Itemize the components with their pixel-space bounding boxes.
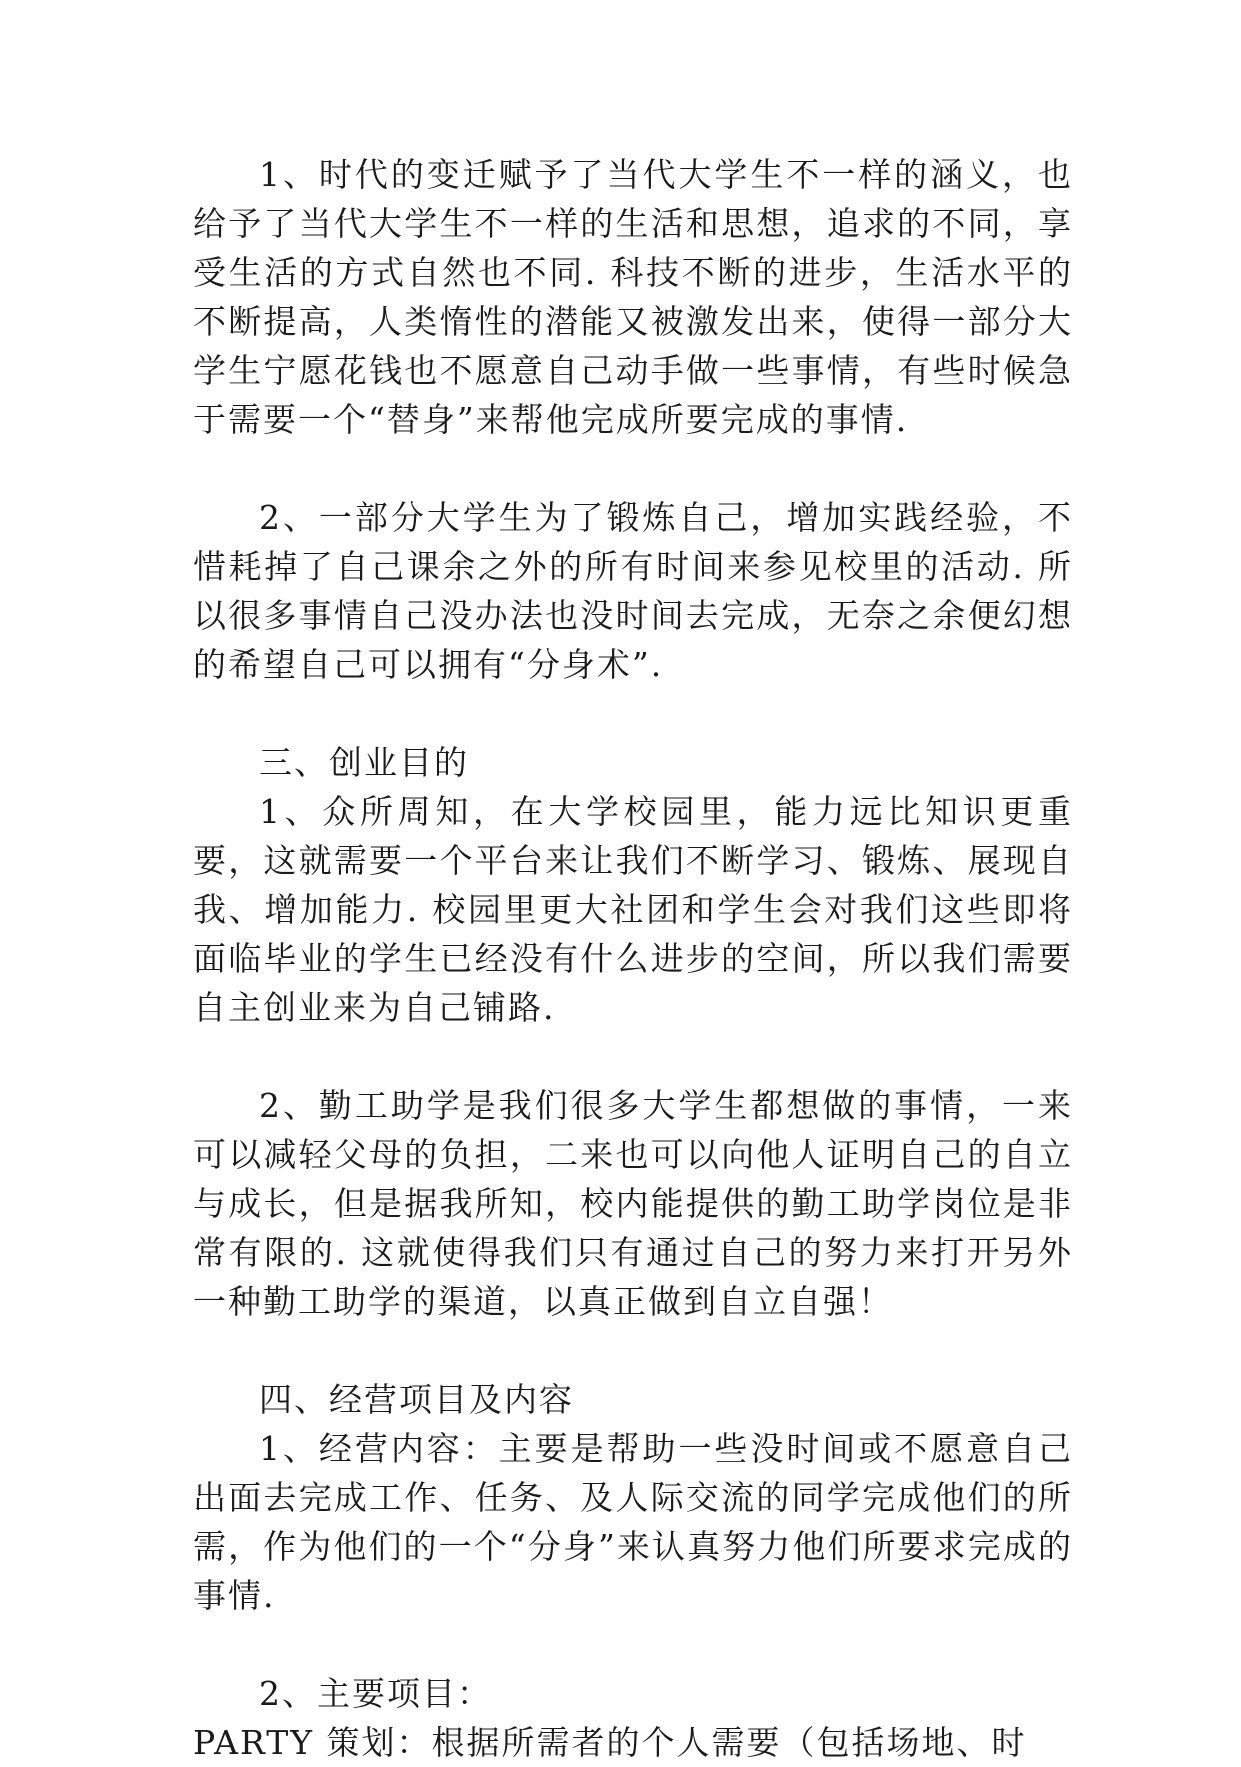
paragraph-work-study: 2、勤工助学是我们很多大学生都想做的事情，一来可以减轻父母的负担，二来也可以向他人证明自己的自立与成长，但是据我所知，校内能提供的勤工助学岗位是非常有限的. 这就使得我们只有通过自己的努力来打开另外一种勤工助学的渠道，以真正做到自立自强！ bbox=[193, 1086, 1073, 1321]
section-heading-business-items: 四、经营项目及内容 bbox=[259, 1380, 574, 1419]
document-body bbox=[193, 150, 1073, 1767]
paragraph-ability-platform: 1、众所周知，在大学校园里，能力远比知识更重要，这就需要一个平台来让我们不断学习、锻炼、展现自我、增加能力. 校园里更大社团和学生会对我们这些即将面临毕业的学生已经没有什么进步的空间，所以我们需要自主创业来为自己铺路. bbox=[193, 792, 1073, 1027]
paragraph-time-shortage: 2、一部分大学生为了锻炼自己，增加实践经验，不惜耗掉了自己课余之外的所有时间来参见校里的活动. 所以很多事情自己没办法也没时间去完成，无奈之余便幻想的希望自己可以拥有“分身术”. bbox=[193, 498, 1073, 684]
section-heading-startup-purpose: 三、创业目的 bbox=[259, 743, 469, 782]
paragraph-era-change: 1、时代的变迁赋予了当代大学生不一样的涵义，也给予了当代大学生不一样的生活和思想，追求的不同，享受生活的方式自然也不同. 科技不断的进步，生活水平的不断提高，人类惰性的潜能又被激发出来，使得一部分大学生宁愿花钱也不愿意自己动手做一些事情，有些时候急于需要一个“替身”来帮他完成所要完成的事情. bbox=[193, 155, 1073, 439]
paragraph-business-content: 1、经营内容：主要是帮助一些没时间或不愿意自己出面去完成工作、任务、及人际交流的同学完成他们的所需，作为他们的一个“分身”来认真努力他们所要求完成的事情. bbox=[193, 1429, 1073, 1615]
subheading-main-items: 2、主要项目： bbox=[259, 1674, 492, 1713]
paragraph-party-planning: PARTY 策划：根据所需者的个人需要（包括场地、时 bbox=[193, 1723, 1027, 1762]
